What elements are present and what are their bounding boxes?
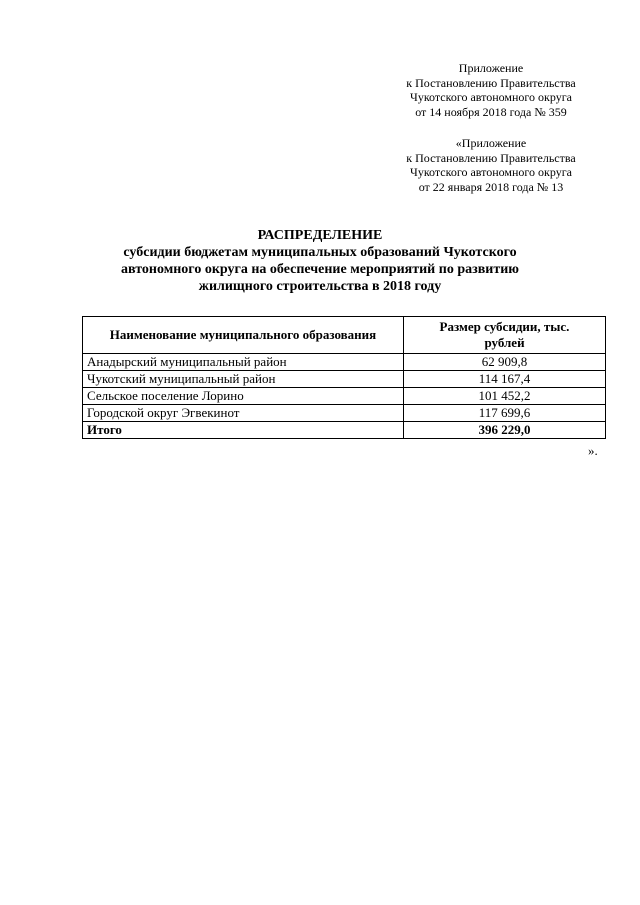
column-header-amount-line2: рублей [484,335,525,350]
table-row [83,388,606,405]
annex-line: Приложение [458,61,524,75]
annex-reference-current [360,61,622,119]
annex-line: Чукотского автономного округа [410,90,572,104]
column-header-amount-line1: Размер субсидии, тыс. [439,319,570,334]
table-header-row [83,317,606,354]
title-line: автономного округа на обеспечение мероприятий по развитию [121,262,519,277]
closing-quote-mark: ». [588,443,598,458]
total-label: Итого [83,422,404,439]
total-amount: 396 229,0 [404,422,606,439]
municipality-name: Чукотский муниципальный район [83,371,404,388]
municipality-name: Сельское поселение Лорино [83,388,404,405]
annex-line: к Постановлению Правительства [406,150,576,165]
title-line: субсидии бюджетам муниципальных образований Чукотского [123,245,517,260]
title-heading: РАСПРЕДЕЛЕНИЕ [257,228,383,243]
municipality-name: Анадырский муниципальный район [83,354,404,371]
document-title [90,227,550,295]
subsidy-amount: 101 452,2 [404,388,606,405]
subsidy-amount: 62 909,8 [404,354,606,371]
annex-line: к Постановлению Правительства [406,75,576,90]
subsidy-distribution-table [82,316,606,439]
annex-line: «Приложение [455,136,527,150]
annex-reference-previous [360,136,622,194]
table-row [83,405,606,422]
table-total-row [83,422,606,439]
subsidy-amount: 114 167,4 [404,371,606,388]
table-row [83,371,606,388]
column-header-name: Наименование муниципального образования [83,317,404,354]
column-header-amount [404,317,606,354]
annex-line: от 22 января 2018 года № 13 [418,179,564,194]
annex-line: Чукотского автономного округа [410,165,572,179]
title-line: жилищного строительства в 2018 году [198,279,442,294]
municipality-name: Городской округ Эгвекинот [83,405,404,422]
subsidy-amount: 117 699,6 [404,405,606,422]
annex-line: от 14 ноября 2018 года № 359 [415,104,567,119]
table-row [83,354,606,371]
